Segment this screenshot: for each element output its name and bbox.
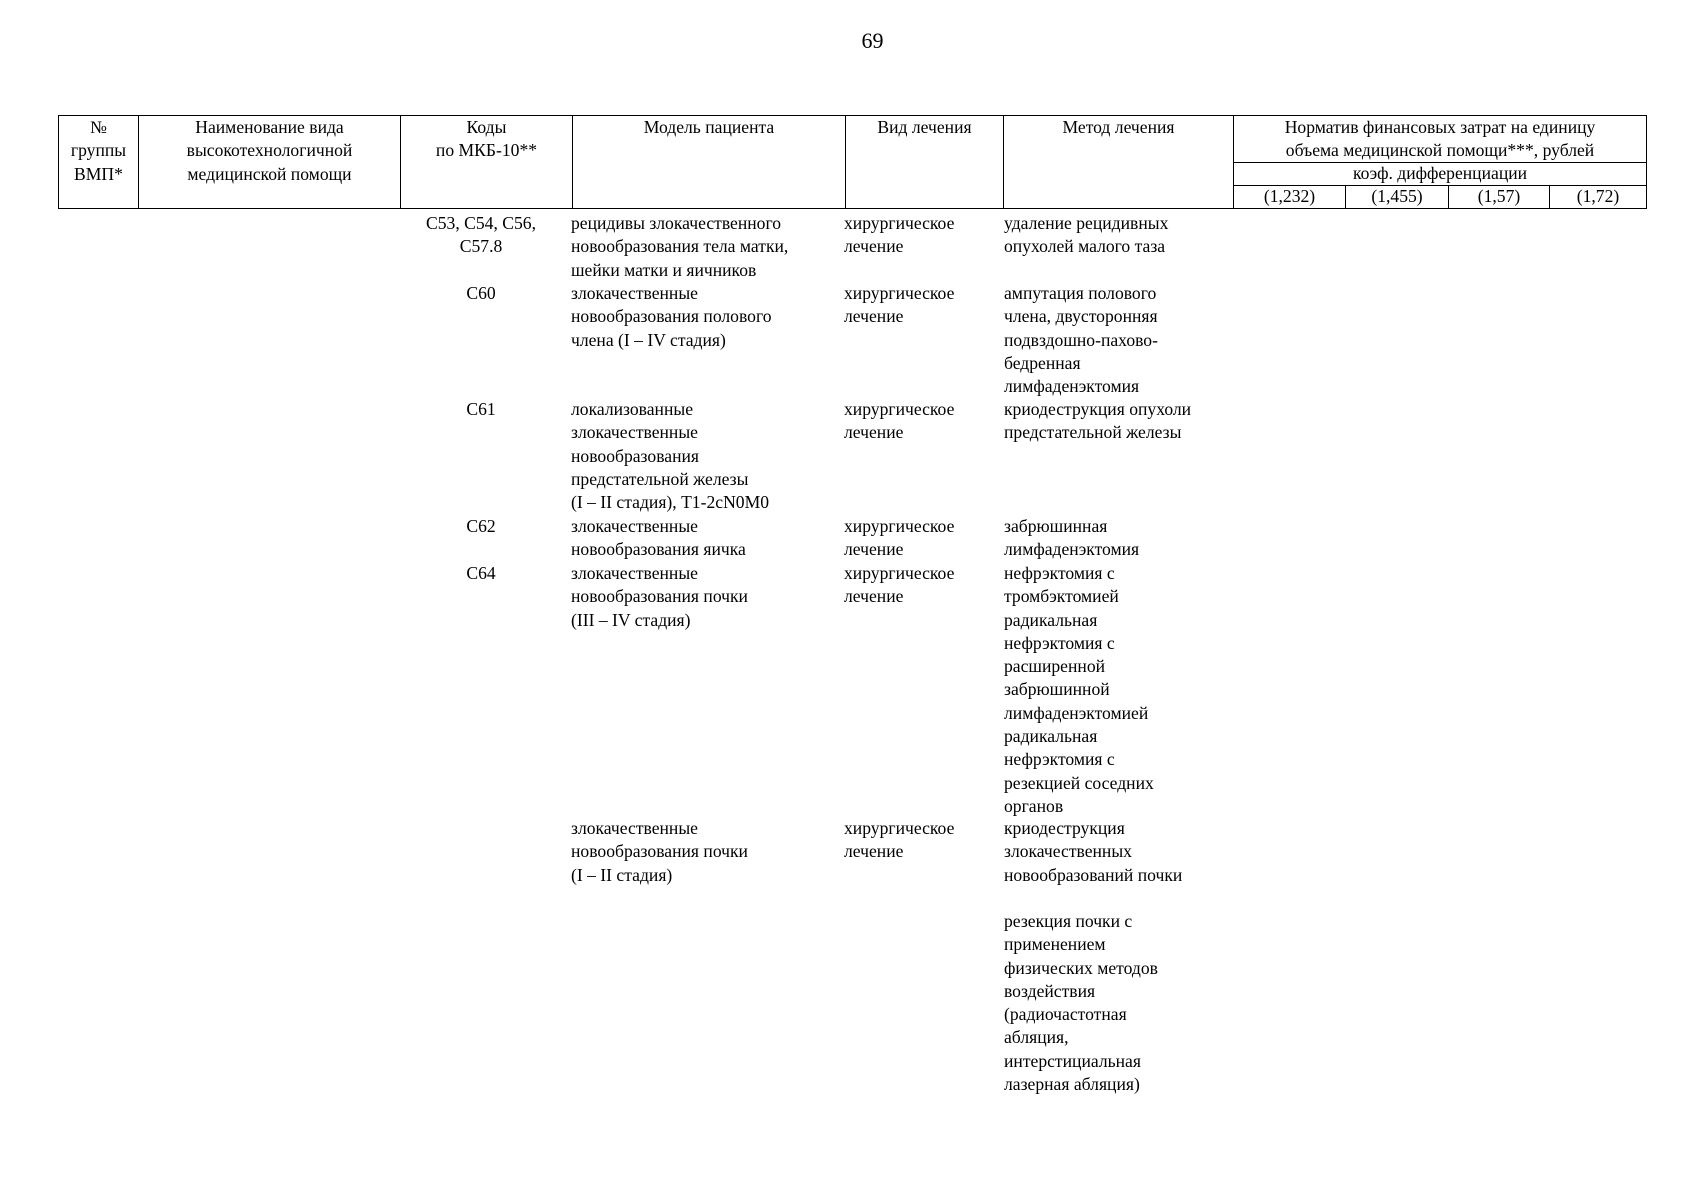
row-3-treatment: хирургическое лечение — [844, 399, 955, 443]
row-3-code: C61 — [466, 399, 496, 419]
row-2-method: ампутация полового члена, двусторонняя подвздошно-пахово- бедренная лимфаденэктомия — [1004, 283, 1158, 397]
row-3-method: криодеструкция опухоли предстательной железы — [1004, 399, 1192, 443]
row-6-model: злокачественные новообразования почки (I – II стадия) — [571, 818, 748, 885]
row-1-treatment: хирургическое лечение — [844, 213, 955, 257]
header-coef-1: (1,232) — [1234, 185, 1346, 208]
row-5-method: нефрэктомия с тромбэктомией радикальная нефрэктомия с расширенной забрюшинной лимфаденэктомией радикальная нефрэктомия с резекцией соседних органов — [1004, 563, 1154, 816]
header-method: Метод лечения — [1004, 116, 1234, 209]
row-5-model: злокачественные новообразования почки (III – IV стадия) — [571, 563, 748, 630]
row-2-model: злокачественные новообразования полового члена (I – IV стадия) — [571, 283, 772, 350]
row-5-code: C64 — [466, 563, 496, 583]
row-6-treatment: хирургическое лечение — [844, 818, 955, 862]
header-care-name: Наименование вида высокотехнологичной медицинской помощи — [139, 116, 401, 209]
header-coef-4: (1,72) — [1550, 185, 1647, 208]
header-coef-3: (1,57) — [1449, 185, 1550, 208]
row-5-treatment: хирургическое лечение — [844, 563, 955, 607]
header-coef-title: коэф. дифференциации — [1234, 162, 1646, 184]
header-coef-2: (1,455) — [1346, 185, 1449, 208]
header-group: № группы ВМП* — [59, 116, 139, 209]
row-4-treatment: хирургическое лечение — [844, 516, 955, 560]
page-number: 69 — [861, 28, 884, 53]
row-7-method: резекция почки с применением физических методов воздействия (радиочастотная абляция, интерстициальная лазерная абляция) — [1004, 911, 1158, 1095]
row-1-method: удаление рецидивных опухолей малого таза — [1004, 213, 1169, 257]
row-3-model: локализованные злокачественные новообразования предстательной железы (I – II стадия), T1-2cN0M0 — [571, 399, 770, 513]
row-2-treatment: хирургическое лечение — [844, 283, 955, 327]
row-2-code: C60 — [466, 283, 496, 303]
row-4-model: злокачественные новообразования яичка — [571, 516, 746, 560]
header-codes: Коды по МКБ-10** — [401, 116, 573, 209]
header-patient-model: Модель пациента — [573, 116, 846, 209]
row-6-method: криодеструкция злокачественных новообразований почки — [1004, 818, 1183, 885]
row-1-code: C53, C54, C56, C57.8 — [426, 213, 536, 257]
header-treatment-type: Вид лечения — [846, 116, 1004, 209]
row-4-code: C62 — [466, 516, 496, 536]
header-cost-norm: Норматив финансовых затрат на единицу объема медицинской помощи***, рублей — [1284, 117, 1596, 161]
row-4-method: забрюшинная лимфаденэктомия — [1004, 516, 1140, 560]
row-1-model: рецидивы злокачественного новообразования тела матки, шейки матки и яичников — [571, 213, 789, 280]
